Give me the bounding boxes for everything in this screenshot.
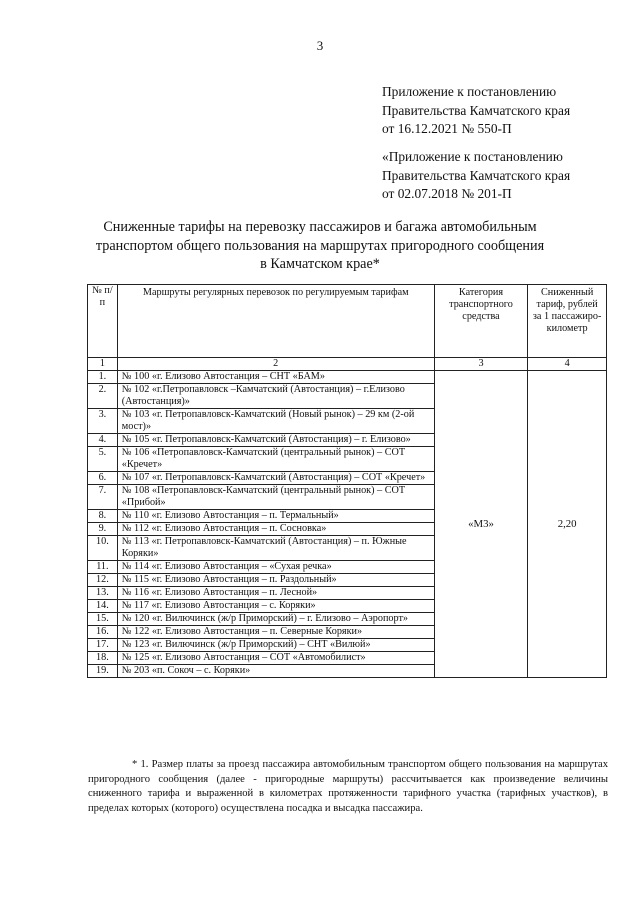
title-line: Сниженные тарифы на перевозку пассажиров и багажа автомобильным xyxy=(103,219,537,235)
header-vehicle-category: Категория транспортного средства xyxy=(434,285,528,358)
route-name: № 107 «г. Петропавловск-Камчатский (Автостанция) – СОТ «Кречет» xyxy=(117,472,434,485)
route-name: № 100 «г. Елизово Автостанция – СНТ «БАМ» xyxy=(117,371,434,384)
table-body xyxy=(88,358,607,678)
approval-line: от 16.12.2021 № 550-П xyxy=(382,121,512,136)
table-row xyxy=(88,371,607,384)
column-index: 3 xyxy=(434,358,528,371)
vehicle-category: «М3» xyxy=(434,371,528,678)
route-name: № 113 «г. Петропавловск-Камчатский (Автостанция) – п. Южные Коряки» xyxy=(117,536,434,561)
row-number: 15. xyxy=(88,613,118,626)
row-number: 5. xyxy=(88,447,118,472)
route-name: № 114 «г. Елизово Автостанция – «Сухая речка» xyxy=(117,561,434,574)
route-name: № 106 «Петропавловск-Камчатский (центральный рынок) – СОТ «Кречет» xyxy=(117,447,434,472)
approval-line: Правительства Камчатского края xyxy=(382,167,571,183)
reduced-tariff-value: 2,20 xyxy=(528,371,607,678)
row-number: 18. xyxy=(88,652,118,665)
row-number: 2. xyxy=(88,384,118,409)
row-number: 13. xyxy=(88,587,118,600)
route-name: № 122 «г. Елизово Автостанция – п. Северные Коряки» xyxy=(117,626,434,639)
route-name: № 103 «г. Петропавловск-Камчатский (Новый рынок) – 29 км (2-ой мост)» xyxy=(117,409,434,434)
row-number: 4. xyxy=(88,434,118,447)
column-index: 2 xyxy=(117,358,434,371)
route-name: № 102 «г.Петропавловск –Камчатский (Автостанция) – г.Елизово (Автостанция)» xyxy=(117,384,434,409)
column-index-row xyxy=(88,358,607,371)
row-number: 8. xyxy=(88,510,118,523)
row-number: 12. xyxy=(88,574,118,587)
footnote: * 1. Размер платы за проезд пассажира автомобильным транспортом общего пользования на маршрутах пригородного сообщения (далее - пригородные маршруты) рассчитывается как произведение величины сниженного тарифа и выраженной в километрах протяженности тарифного участка (тарифных участков), в пределах которых (которого) осуществлена посадка и высадка пассажира. xyxy=(88,759,608,814)
row-number: 3. xyxy=(88,409,118,434)
document-title xyxy=(90,218,550,274)
approval-block-current xyxy=(382,83,570,139)
route-name: № 117 «г. Елизово Автостанция – с. Коряки» xyxy=(117,600,434,613)
column-index: 4 xyxy=(528,358,607,371)
route-name: № 108 «Петропавловск-Камчатский (центральный рынок) – СОТ «Прибой» xyxy=(117,485,434,510)
row-number: 17. xyxy=(88,639,118,652)
route-name: № 120 «г. Вилючинск (ж/р Приморский) – г. Елизово – Аэропорт» xyxy=(117,613,434,626)
route-name: № 105 «г. Петропавловск-Камчатский (Автостанция) – г. Елизово» xyxy=(117,434,434,447)
row-number: 9. xyxy=(88,523,118,536)
title-line: транспортом общего пользования на маршрутах пригородного сообщения xyxy=(95,237,545,254)
row-number: 7. xyxy=(88,485,118,510)
route-name: № 123 «г. Вилючинск (ж/р Приморский) – СНТ «Вилюй» xyxy=(117,639,434,652)
route-name: № 112 «г. Елизово Автостанция – п. Сосновка» xyxy=(117,523,434,536)
header-reduced-tariff: Сниженный тариф, рублей за 1 пассажиро-километр xyxy=(528,285,607,358)
route-name: № 125 «г. Елизово Автостанция – СОТ «Автомобилист» xyxy=(117,652,434,665)
approval-line: «Приложение к постановлению xyxy=(382,149,563,164)
header-route: Маршруты регулярных перевозок по регулируемым тарифам xyxy=(117,285,434,358)
tariff-table xyxy=(87,284,607,678)
row-number: 10. xyxy=(88,536,118,561)
header-number: № п/п xyxy=(88,285,118,358)
row-number: 19. xyxy=(88,665,118,678)
approval-line: от 02.07.2018 № 201-П xyxy=(382,186,512,201)
table-header-row xyxy=(88,285,607,358)
route-name: № 203 «п. Сокоч – с. Коряки» xyxy=(117,665,434,678)
row-number: 1. xyxy=(88,371,118,384)
approval-line: Приложение к постановлению xyxy=(382,84,557,99)
approval-line: Правительства Камчатского края xyxy=(382,102,571,118)
row-number: 6. xyxy=(88,472,118,485)
row-number: 14. xyxy=(88,600,118,613)
page-number: 3 xyxy=(316,38,324,53)
approval-block-original xyxy=(382,148,570,204)
title-line: в Камчатском крае* xyxy=(260,256,380,272)
route-name: № 110 «г. Елизово Автостанция – п. Термальный» xyxy=(117,510,434,523)
route-name: № 115 «г. Елизово Автостанция – п. Раздольный» xyxy=(117,574,434,587)
column-index: 1 xyxy=(88,358,118,371)
route-name: № 116 «г. Елизово Автостанция – п. Лесной» xyxy=(117,587,434,600)
row-number: 16. xyxy=(88,626,118,639)
row-number: 11. xyxy=(88,561,118,574)
